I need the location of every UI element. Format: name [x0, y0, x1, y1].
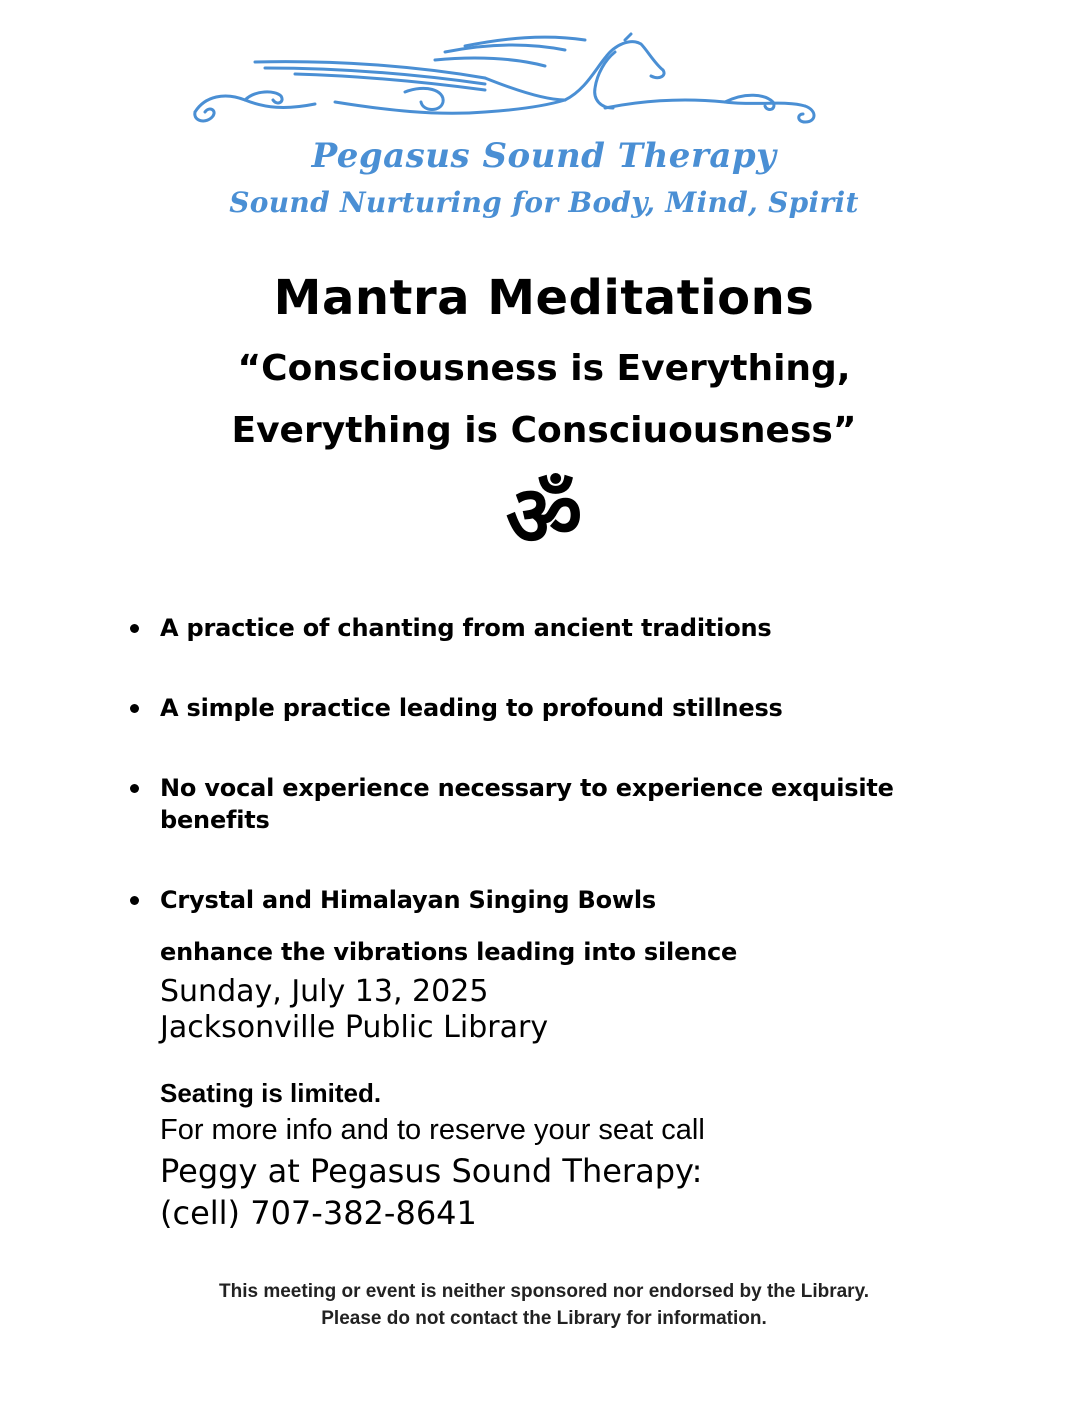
event-details	[160, 974, 548, 1046]
list-item	[128, 884, 988, 968]
brand-name: Pegasus Sound Therapy	[311, 136, 777, 176]
contact-block	[160, 1150, 702, 1234]
bullet-dot-icon	[130, 896, 139, 905]
list-item-text: Crystal and Himalayan Singing Bowls	[160, 886, 657, 914]
list-item-text: A simple practice leading to profound stillness	[160, 694, 783, 722]
quote-line-1: “Consciousness is Everything,	[237, 348, 851, 389]
feature-list	[128, 612, 988, 1016]
list-item	[128, 612, 988, 644]
bullet-dot-icon	[130, 704, 139, 713]
disclaimer-line-1: This meeting or event is neither sponsored nor endorsed by the Library.	[219, 1281, 869, 1302]
bullet-dot-icon	[130, 784, 139, 793]
seating-notice: Seating is limited.	[160, 1078, 382, 1108]
event-title: Mantra Meditations	[273, 270, 815, 326]
contact-name: Peggy at Pegasus Sound Therapy:	[160, 1152, 703, 1190]
event-date: Sunday, July 13, 2025	[160, 974, 489, 1009]
list-item	[128, 772, 988, 836]
contact-phone: (cell) 707-382-8641	[160, 1194, 477, 1232]
disclaimer	[0, 1278, 1088, 1332]
pegasus-logo-icon	[185, 30, 825, 130]
list-item-continuation: enhance the vibrations leading into silence	[160, 938, 738, 966]
disclaimer-line-2: Please do not contact the Library for information.	[321, 1308, 767, 1329]
list-item	[128, 692, 988, 724]
om-symbol-icon: ॐ	[505, 467, 583, 565]
list-item-text: A practice of chanting from ancient traditions	[160, 614, 772, 642]
bullet-dot-icon	[130, 624, 139, 633]
list-item-text: No vocal experience necessary to experience exquisite benefits	[160, 774, 894, 834]
quote-line-2: Everything is Consciuousness”	[231, 410, 857, 451]
event-location: Jacksonville Public Library	[160, 1010, 549, 1045]
more-info-text: For more info and to reserve your seat call	[160, 1114, 705, 1146]
brand-tagline: Sound Nurturing for Body, Mind, Spirit	[229, 186, 859, 219]
